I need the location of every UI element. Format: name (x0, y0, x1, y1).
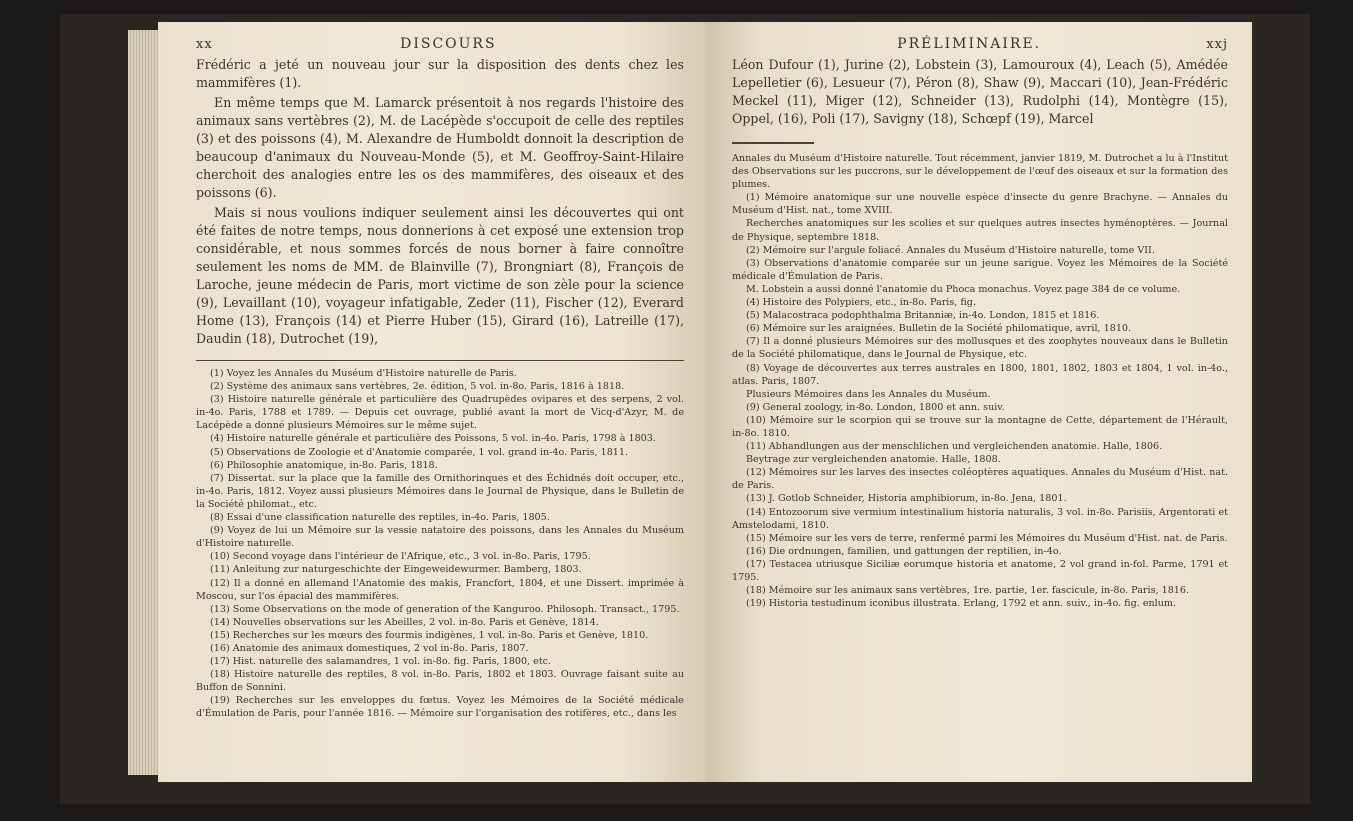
footnote: (9) General zoology, in-8o. London, 1800 et ann. suiv. (746, 401, 1005, 413)
footnote: (11) Abhandlungen aus der menschlichen und vergleichenden anatomie. Halle, 1806. (746, 441, 1163, 453)
footnote: (16) Anatomie des animaux domestiques, 2 vol in-8o. Paris, 1807. (210, 642, 529, 654)
footnote: Plusieurs Mémoires dans les Annales du Muséum. (746, 388, 991, 400)
footnote-rule (732, 142, 814, 144)
footnotes (196, 367, 684, 721)
footnote: Recherches anatomiques sur les scolies et sur quelques autres insectes hyménoptères. — Journal de Physique, septembre 1818. (732, 218, 1228, 243)
footnote: (17) Testacea utriusque Siciliæ eorumque historia et anatome, 2 vol grand in-fol. Parme, 1791 et 1795. (732, 558, 1228, 583)
footnote: (16) Die ordnungen, familien, und gattungen der reptilien, in-4o. (746, 545, 1062, 557)
footnote: (11) Anleitung zur naturgeschichte der Eingeweidewurmer. Bamberg, 1803. (210, 564, 582, 576)
footnote: M. Lobstein a aussi donné l'anatomie du Phoca monachus. Voyez page 384 de ce volume. (746, 283, 1181, 295)
footnote: (13) Some Observations on the mode of generation of the Kanguroo. Philosoph. Transact., 1795. (210, 603, 680, 615)
footnote: (9) Voyez de lui un Mémoire sur la vessie natatoire des poissons, dans les Annales du Muséum d'Histoire naturelle. (196, 525, 684, 550)
footnote-rule (196, 360, 684, 361)
footnote: (7) Dissertat. sur la place que la famille des Ornithorinques et des Échidnés doit occuper, etc., in-4o. Paris, 1812. Voyez aussi plusieurs Mémoires dans le Journal de Physique, dans le Bulletin de la Société philomat., etc. (196, 472, 684, 510)
paragraph: En même temps que M. Lamarck présentoit à nos regards l'histoire des animaux sans vertèbres (2), M. de Lacépède s'occupoit de celle des reptiles (3) et des poissons (4), M. Alexandre de Humboldt donnoit la description de beaucoup d'animaux du Nouveau-Monde (5), et M. Geoffroy-Saint-Hilaire cherchoit des analogies entre les os des mammifères, des oiseaux et des poissons (6). (196, 95, 684, 200)
footnote: (19) Historia testudinum iconibus illustrata. Erlang, 1792 et ann. suiv., in-4o. fig. enlum. (746, 598, 1177, 610)
footnote: (17) Hist. naturelle des salamandres, 1 vol. in-8o. fig. Paris, 1800, etc. (210, 656, 552, 668)
left-page (158, 22, 706, 782)
footnote: (3) Histoire naturelle générale et particulière des Quadrupèdes ovipares et des serpens, 2 vol. in-4o. Paris, 1788 et 1789. — Depuis cet ouvrage, publié avant la mort de Vicq-d'Azyr, M. de Lacépède a donné plusieurs Mémoires sur le même sujet. (196, 394, 684, 432)
footnote: (10) Mémoire sur le scorpion qui se trouve sur la montagne de Cette, département de l'Hérault, in-8o. 1810. (732, 414, 1228, 439)
footnote: (1) Mémoire anatomique sur une nouvelle espèce d'insecte du genre Brachyne. — Annales du Muséum d'Hist. nat., tome XVIII. (732, 192, 1228, 217)
footnote: (15) Recherches sur les mœurs des fourmis indigènes, 1 vol. in-8o. Paris et Genève, 1810. (210, 629, 649, 641)
running-header-right (732, 36, 1228, 52)
footnote: (8) Essai d'une classification naturelle des reptiles, in-4o. Paris, 1805. (210, 512, 550, 524)
page-number: xx (196, 37, 213, 52)
footnote: (10) Second voyage dans l'intérieur de l'Afrique, etc., 3 vol. in-8o. Paris, 1795. (210, 551, 591, 563)
page-edges (128, 30, 158, 775)
running-header-left (196, 36, 684, 52)
footnote: (12) Il a donné en allemand l'Anatomie des makis, Francfort, 1804, et une Dissert. imprimée à Moscou, sur l'os épacial des mammifères. (196, 577, 684, 602)
footnotes (732, 152, 1228, 610)
footnote: (12) Mémoires sur les larves des insectes coléoptères aquatiques. Annales du Muséum d'Hist. nat. de Paris. (732, 467, 1228, 492)
footnote: (7) Il a donné plusieurs Mémoires sur des mollusques et des zoophytes nouveaux dans le Bulletin de la Société philomatique, dans le Journal de Physique, etc. (732, 336, 1228, 361)
footnote: (3) Observations d'anatomie comparée sur un jeune sarigue. Voyez les Mémoires de la Société médicale d'Émulation de Paris. (732, 257, 1228, 282)
footnote: (4) Histoire des Polypiers, etc., in-8o. Paris, fig. (746, 297, 976, 309)
footnote: (14) Nouvelles observations sur les Abeilles, 2 vol. in-8o. Paris et Genève, 1814. (210, 616, 599, 628)
footnote: (1) Voyez les Annales du Muséum d'Histoire naturelle de Paris. (210, 368, 517, 379)
footnote: (19) Recherches sur les enveloppes du fœtus. Voyez les Mémoires de la Société médicale d'Émulation de Paris, pour l'année 1816. — Mémoire sur l'organisation des rotifères, etc., dans les (196, 695, 684, 720)
footnote: (18) Histoire naturelle des reptiles, 8 vol. in-8o. Paris, 1802 et 1803. Ouvrage faisant suite au Buffon de Sonnini. (196, 669, 684, 694)
footnote: (15) Mémoire sur les vers de terre, renfermé parmi les Mémoires du Muséum d'Hist. nat. de Paris. (746, 532, 1228, 544)
footnote: (2) Mémoire sur l'argule foliacé. Annales du Muséum d'Histoire naturelle, tome VII. (746, 244, 1155, 256)
footnote: (6) Mémoire sur les araignées. Bulletin de la Société philomatique, avril, 1810. (746, 323, 1132, 335)
footnote: (5) Malacostraca podophthalma Britanniæ, in-4o. London, 1815 et 1816. (746, 310, 1100, 322)
running-title: PRÉLIMINAIRE. (897, 36, 1042, 52)
paragraph: Mais si nous voulions indiquer seulement ainsi les découvertes qui ont été faites de notre temps, nous donnerions à cet exposé une extension trop considérable, et nous sommes forcés de nous borner à faire connoître seulement les noms de MM. de Blainville (7), Brongniart (8), François de Laroche, jeune médecin de Paris, mort victime de son zèle pour la science (9), Levaillant (10), voyageur infatigable, Zeder (11), Fischer (12), Everard Home (13), François (14) et Pierre Huber (15), Girard (16), Latreille (17), Daudin (18), Dutrochet (19), (196, 205, 684, 346)
footnote: (6) Philosophie anatomique, in-8o. Paris, 1818. (210, 459, 438, 471)
paragraph: Frédéric a jeté un nouveau jour sur la disposition des dents chez les mammifères (1). (196, 57, 684, 90)
footnote: (8) Voyage de découvertes aux terres australes en 1800, 1801, 1802, 1803 et 1804, 1 vol. in-4o., atlas. Paris, 1807. (732, 362, 1228, 387)
footnote: (2) Système des animaux sans vertèbres, 2e. édition, 5 vol. in-8o. Paris, 1816 à 1818. (210, 381, 625, 393)
page-number: xxj (1206, 37, 1228, 52)
paragraph: Léon Dufour (1), Jurine (2), Lobstein (3), Lamouroux (4), Leach (5), Amédée Lepelletier (6), Lesueur (7), Péron (8), Shaw (9), Maccari (10), Jean-Frédéric Meckel (11), Miger (12), Schneider (13), Rudolphi (14), Montègre (15), Oppel, (16), Poli (17), Savigny (18), Schœpf (19), Marcel (732, 57, 1228, 126)
running-title: DISCOURS (400, 36, 497, 52)
footnote: Annales du Muséum d'Histoire naturelle. Tout récemment, janvier 1819, M. Dutrochet a lu à l'Institut des Observations sur les puccrons, sur le développement de l'œuf des oiseaux et sur la formation des plumes. (732, 153, 1228, 191)
right-page (706, 22, 1252, 782)
footnote: (14) Entozoorum sive vermium intestinalium historia naturalis, 3 vol. in-8o. Parisiis, Argentorati et Amstelodami, 1810. (732, 506, 1228, 531)
footnote: Beytrage zur vergleichenden anatomie. Halle, 1808. (746, 454, 1001, 466)
footnote: (13) J. Gotlob Schneider, Historia amphibiorum, in-8o. Jena, 1801. (746, 493, 1067, 505)
footnote: (18) Mémoire sur les animaux sans vertèbres, 1re. partie, 1er. fascicule, in-8o. Paris, 1816. (746, 585, 1190, 597)
body-text (196, 56, 684, 348)
footnote: (4) Histoire naturelle générale et particulière des Poissons, 5 vol. in-4o. Paris, 1798 à 1803. (210, 433, 656, 445)
footnote: (5) Observations de Zoologie et d'Anatomie comparée, 1 vol. grand in-4o. Paris, 1811. (210, 446, 629, 458)
body-text (732, 56, 1228, 128)
